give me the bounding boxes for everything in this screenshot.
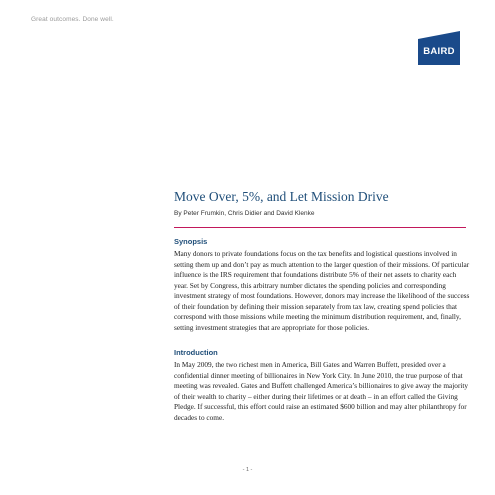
page-number: - 1 - — [242, 467, 253, 473]
article-title: Move Over, 5%, and Let Mission Drive — [174, 189, 389, 204]
article-authors: By Peter Frumkin, Chris Didier and David Klenke — [174, 210, 315, 217]
baird-logo — [418, 31, 460, 65]
title-divider — [174, 227, 466, 228]
tagline: Great outcomes. Done well. — [31, 16, 114, 23]
logo-text: BAIRD — [423, 46, 455, 57]
section-body-synopsis: Many donors to private foundations focus on the tax benefits and logistical questions involved in setting them up and don’t pay as much attention to the larger question of their missions. Of particular influence is the IRS requirement that foundations distribute 5% of their net assets to charity each year. Set by Congress, this arbitrary number dictates the spending policies and corresponding investment strategy of most foundations. However, donors may increase the likelihood of the success of their foundation by defining their mission separately from tax law, creating spend policies that correspond with those missions while meeting the minimum distribution requirement, and, finally, setting investment strategies that are appropriate for those policies. — [174, 249, 470, 332]
baird-logo-mark — [418, 31, 460, 65]
section-heading-introduction: Introduction — [174, 348, 218, 357]
section-heading-synopsis: Synopsis — [174, 237, 208, 246]
section-body-introduction: In May 2009, the two richest men in America, Bill Gates and Warren Buffett, presided over a confidential dinner meeting of billionaires in New York City. In June 2010, the true purpose of that meeting was revealed. Gates and Buffett challenged America’s billionaires to give away the majority of their wealth to charity – either during their lifetimes or at death – in an effort called the Giving Pledge. If successful, this effort could raise an estimated $600 billion and may alter philanthropy for decades to come. — [174, 360, 469, 422]
